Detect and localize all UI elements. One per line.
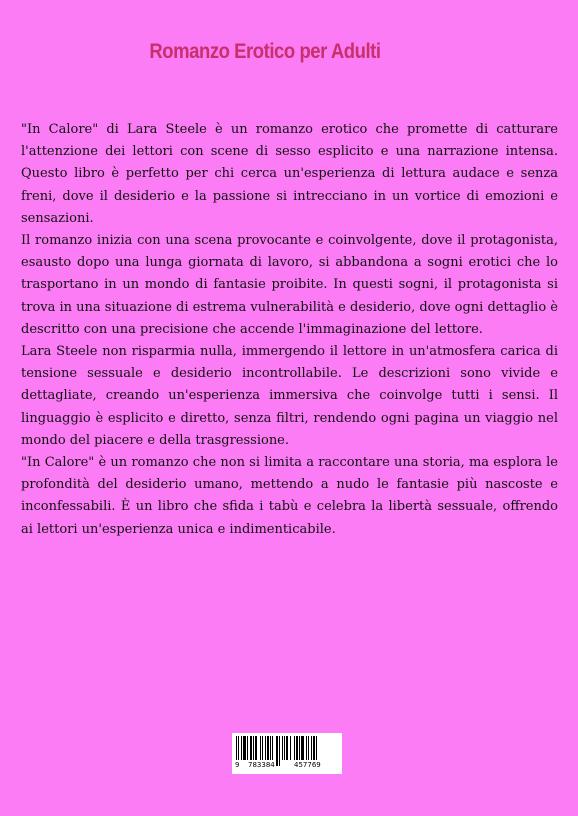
barcode-group-1: 783384 [248,761,275,769]
description-paragraph-1: "In Calore" di Lara Steele è un romanzo erotico che promette di catturare l'attenzione dei lettori con scene di sesso esplicito e una narrazione intensa. Questo libro è perfetto per chi cerca un'esperienza di lettura audace e senza freni, dove il desiderio e la passione si intrecciano in un vortice di emozioni e sensazioni. [21,122,558,226]
description-paragraph-4: "In Calore" è un romanzo che non si limita a raccontare una storia, ma esplora le profondità del desiderio umano, mettendo a nudo le fantasie più nascoste e inconfessabili. È un libro che sfida i tabù e celebra la libertà sessuale, offrendo ai lettori un'esperienza unica e indimenticabile. [21,455,558,537]
page-title: Romanzo Erotico per Adulti [149,40,381,63]
description-paragraph-3: Lara Steele non risparmia nulla, immergendo il lettore in un'atmosfera carica di tensione sessuale e desiderio incontrollabile. Le descrizioni sono vivide e dettagliate, creando un'esperienza immersiva che coinvolge tutti i sensi. Il linguaggio è esplicito e diretto, senza filtri, rendendo ogni pagina un viaggio nel mondo del piacere e della trasgressione. [21,344,558,448]
isbn-barcode [232,733,342,774]
barcode-group-2: 457769 [294,761,321,769]
description-paragraph-2: Il romanzo inizia con una scena provocante e coinvolgente, dove il protagonista, esausto dopo una lunga giornata di lavoro, si abbandona a sogni erotici che lo trasportano in un mondo di fantasie proibite. In questi sogni, il protagonista si trova in una situazione di estrema vulnerabilità e desiderio, dove ogni dettaglio è descritto con una precisione che accende l'immaginazione del lettore. [21,233,558,337]
book-description [21,119,558,541]
barcode-digits [232,760,342,772]
barcode-prefix: 9 [235,761,240,769]
